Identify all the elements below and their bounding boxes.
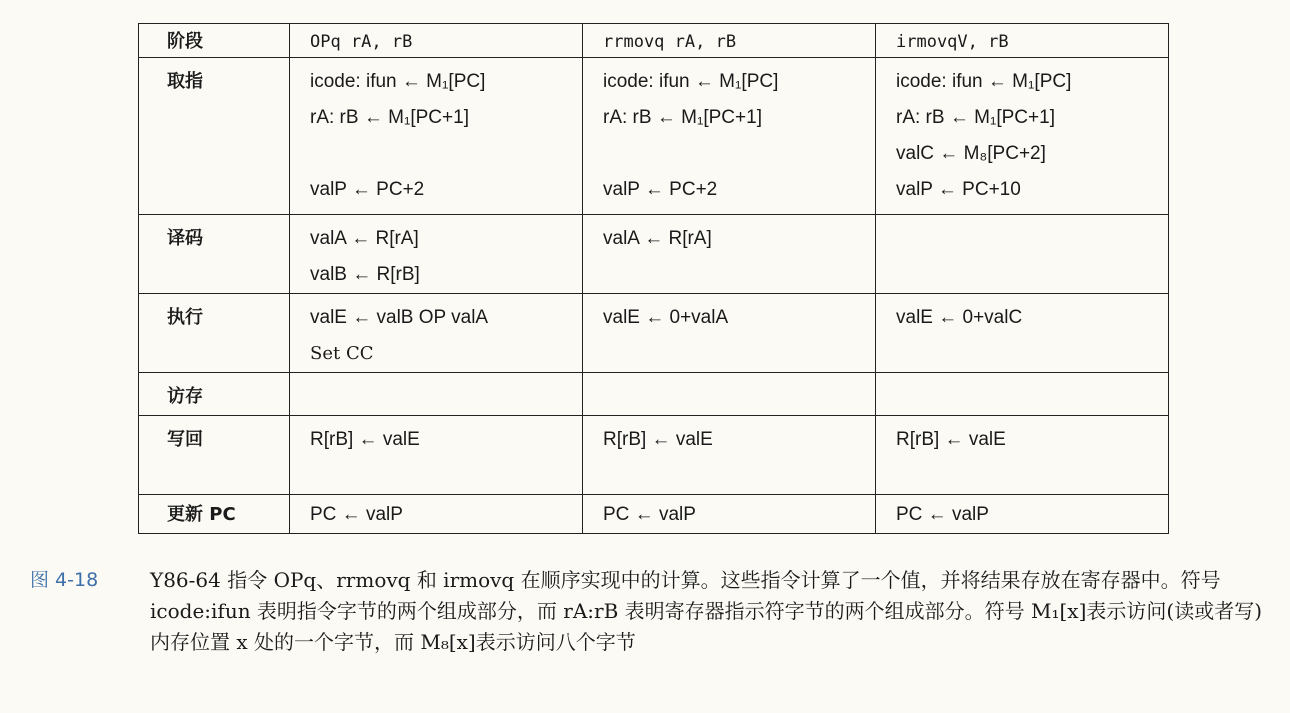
cell-memory-irmovq — [876, 373, 1169, 416]
cell-execute-rrmovq — [583, 294, 876, 373]
cell-pc-opq — [290, 495, 583, 534]
header-rrmovq: rrmovq rA, rB — [583, 24, 876, 58]
cell-line: valE ← 0+valC — [896, 307, 1023, 328]
cell-fetch-rrmovq — [583, 58, 876, 215]
cell-fetch-irmovq — [876, 58, 1169, 215]
cell-line: R[rB] ← valE — [310, 429, 420, 450]
cell-line: R[rB] ← valE — [603, 429, 713, 450]
stage-update-pc: 更新 PC — [139, 495, 290, 534]
cell-memory-rrmovq — [583, 373, 876, 416]
sequential-computation-table — [138, 23, 1169, 534]
header-stage: 阶段 — [139, 24, 290, 58]
cell-fetch-opq — [290, 58, 583, 215]
cell-line: rA: rB ← M₁[PC+1] — [310, 107, 469, 128]
figure-caption — [30, 565, 1280, 658]
stage-decode: 译码 — [139, 215, 290, 294]
cell-line: valA ← R[rA] — [603, 228, 712, 249]
table-row-update-pc — [139, 495, 1169, 534]
figure-caption-text: Y86-64 指令 OPq、rrmovq 和 irmovq 在顺序实现中的计算。这些指令计算了一个值，并将结果存放在寄存器中。符号 icode:ifun 表明指令字节的两个组成部分，而 rA:rB 表明寄存器指示符字节的两个组成部分。符号 M₁[x]表示访问(读或者写)内存位置 x 处的一个字节，而 M₈[x]表示访问八个字节 — [150, 568, 1262, 654]
table-row-execute — [139, 294, 1169, 373]
cell-line: valA ← R[rA] — [310, 228, 419, 249]
cell-pc-rrmovq — [583, 495, 876, 534]
stage-execute: 执行 — [139, 294, 290, 373]
table-row-memory — [139, 373, 1169, 416]
cell-line: valP ← PC+2 — [603, 179, 718, 200]
cell-line: valE ← valB OP valA — [310, 307, 489, 328]
cell-line: rA: rB ← M₁[PC+1] — [896, 107, 1055, 128]
cell-execute-opq — [290, 294, 583, 373]
cell-writeback-opq — [290, 416, 583, 495]
cell-line: Set CC — [310, 343, 374, 364]
stage-writeback: 写回 — [139, 416, 290, 495]
cell-line: valB ← R[rB] — [310, 264, 420, 285]
table-header-row — [139, 24, 1169, 58]
header-opq: OPq rA, rB — [290, 24, 583, 58]
cell-decode-rrmovq — [583, 215, 876, 294]
cell-line: valC ← M₈[PC+2] — [896, 143, 1046, 164]
table-row-fetch — [139, 58, 1169, 215]
cell-line: icode: ifun ← M₁[PC] — [603, 71, 779, 92]
cell-writeback-rrmovq — [583, 416, 876, 495]
cell-line — [310, 136, 582, 172]
cell-line: rA: rB ← M₁[PC+1] — [603, 107, 762, 128]
cell-decode-opq — [290, 215, 583, 294]
cell-line: R[rB] ← valE — [896, 429, 1006, 450]
cell-line: valE ← 0+valA — [603, 307, 729, 328]
cell-line: icode: ifun ← M₁[PC] — [310, 71, 486, 92]
cell-line: icode: ifun ← M₁[PC] — [896, 71, 1072, 92]
stage-fetch: 取指 — [139, 58, 290, 215]
cell-execute-irmovq — [876, 294, 1169, 373]
stage-memory: 访存 — [139, 373, 290, 416]
cell-line: valP ← PC+10 — [896, 179, 1021, 200]
cell-line: PC ← valP — [310, 504, 403, 525]
cell-line — [603, 136, 875, 172]
cell-decode-irmovq — [876, 215, 1169, 294]
cell-memory-opq — [290, 373, 583, 416]
table-row-decode — [139, 215, 1169, 294]
cell-writeback-irmovq — [876, 416, 1169, 495]
cell-pc-irmovq — [876, 495, 1169, 534]
figure-label: 图 4-18 — [30, 569, 99, 591]
cell-line: PC ← valP — [603, 504, 696, 525]
cell-line: PC ← valP — [896, 504, 989, 525]
cell-line: valP ← PC+2 — [310, 179, 425, 200]
table-row-writeback — [139, 416, 1169, 495]
header-irmovq: irmovqV, rB — [876, 24, 1169, 58]
